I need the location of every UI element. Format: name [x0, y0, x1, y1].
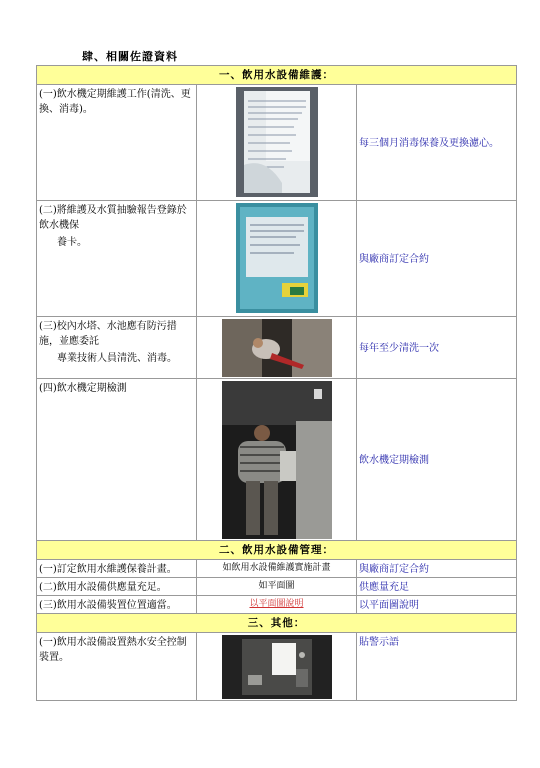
floor-plan-link[interactable]: 以平面圖說明 — [249, 599, 304, 609]
item-text: (二)飲用水設備供應量充足。 — [39, 582, 167, 593]
table-row — [37, 596, 517, 614]
item-text-cont: 專業技術人員清洗、消毒。 — [57, 353, 177, 364]
maintenance-report-photo — [236, 87, 318, 197]
photo-cell — [197, 633, 357, 701]
item-text: (一)飲水機定期維護工作(清洗、更換、消毒)。 — [39, 89, 191, 115]
table-row — [37, 578, 517, 596]
hot-water-warning-photo — [222, 635, 332, 699]
table-row — [37, 633, 517, 701]
evidence-text: 如飲用水設備維護實施計畫 — [197, 560, 357, 578]
maintenance-card-photo — [236, 203, 318, 313]
photo-cell — [197, 317, 357, 379]
evidence-text: 如平面圖 — [197, 578, 357, 596]
page-heading: 肆、相關佐證資料 — [82, 50, 178, 63]
evidence-cell — [197, 596, 357, 614]
table-row — [37, 201, 517, 317]
photo-cell — [197, 85, 357, 201]
note-text: 與廠商訂定合約 — [359, 254, 429, 265]
table-row — [37, 85, 517, 201]
item-text: (三)飲用水設備裝置位置適當。 — [39, 600, 177, 611]
water-tank-cleaning-photo — [222, 319, 332, 377]
table-row — [37, 379, 517, 541]
item-text: (一)訂定飲用水維護保養計畫。 — [39, 564, 177, 575]
item-text-cont: 養卡。 — [57, 237, 87, 248]
section-title-management: 二、飲用水設備管理： — [37, 541, 517, 560]
item-text: (二)將維護及水質抽驗報告登錄於飲水機保 — [39, 205, 187, 231]
table-row — [37, 560, 517, 578]
note-text: 貼警示語 — [359, 637, 399, 648]
photo-cell — [197, 379, 357, 541]
note-text: 每三個月消毒保養及更換濾心。 — [359, 138, 499, 149]
note-text: 飲水機定期檢測 — [359, 455, 429, 466]
table-row — [37, 317, 517, 379]
dispenser-testing-photo — [222, 381, 332, 539]
note-text: 每年至少清洗一次 — [359, 343, 439, 354]
note-text: 以平面圖說明 — [359, 600, 419, 611]
item-text: (四)飲水機定期檢測 — [39, 383, 127, 394]
note-text: 與廠商訂定合約 — [359, 564, 429, 575]
section-title-other: 三、其他： — [37, 614, 517, 633]
section-title-maintenance: 一、飲用水設備維護： — [37, 66, 517, 85]
note-text: 供應量充足 — [359, 582, 409, 593]
item-text: (一)飲用水設備設置熱水安全控制裝置。 — [39, 637, 187, 663]
evidence-table — [36, 65, 517, 701]
item-text: (三)校內水塔、水池應有防污措施，並應委託 — [39, 321, 177, 347]
photo-cell — [197, 201, 357, 317]
